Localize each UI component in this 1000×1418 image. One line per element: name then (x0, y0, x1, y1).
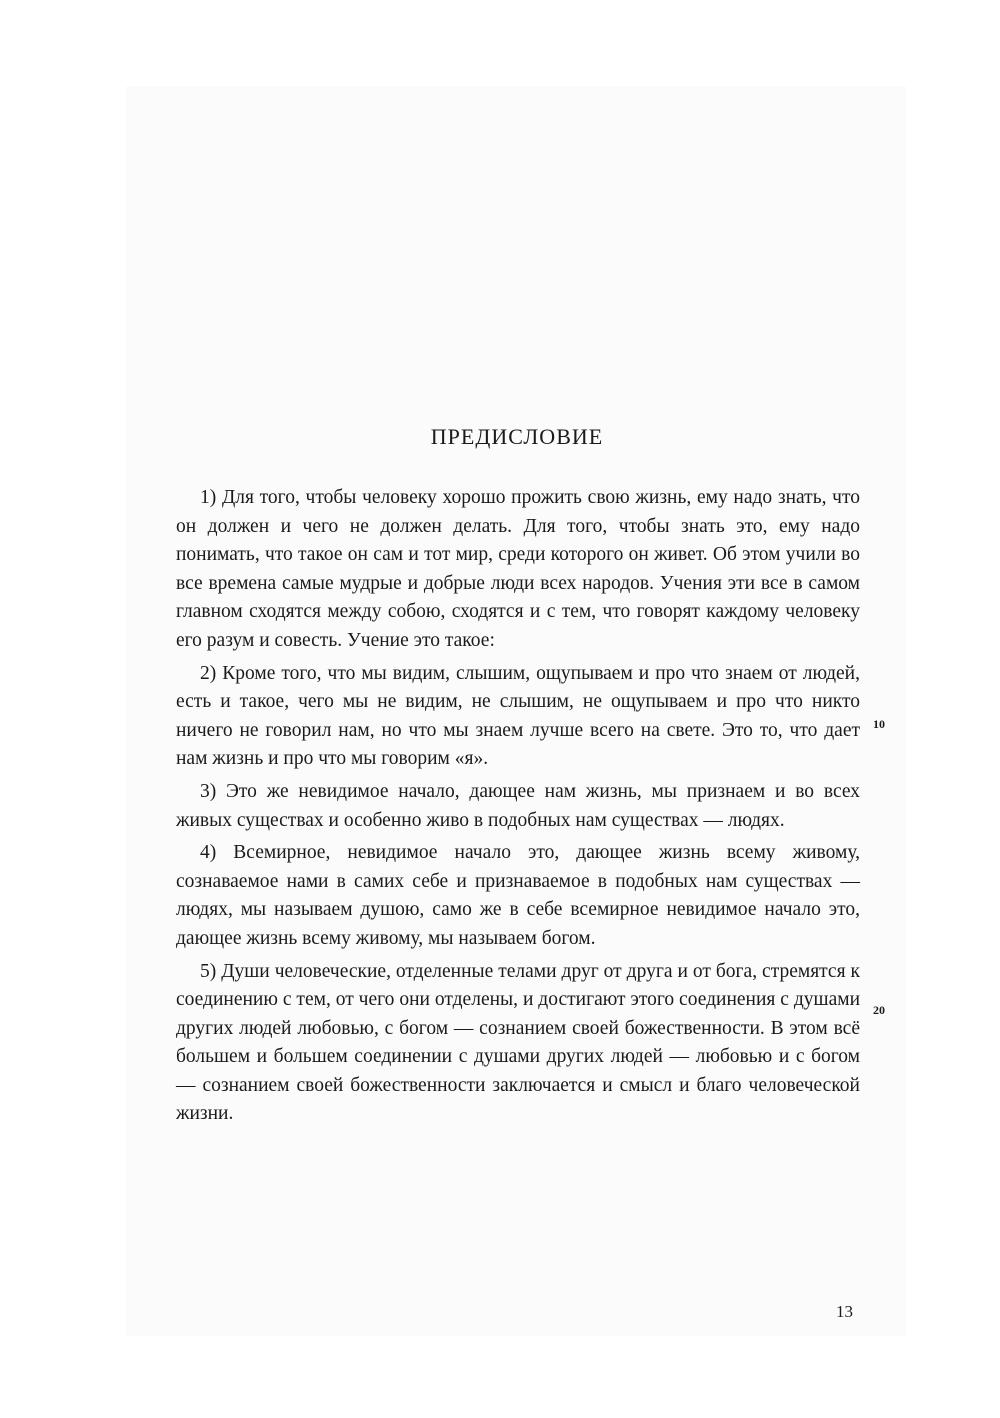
paragraph-1: 1) Для того, чтобы человеку хорошо прожить свою жизнь, ему надо знать, что он должен и чего не должен делать. Для того, чтобы знать это, ему надо понимать, что такое он сам и тот мир, среди которого он живет. Об этом учили во все времена самые мудрые и добрые люди всех народов. Учения эти все в самом главном сходятся между собою, сходятся и с тем, что говорят каждому человеку его разум и совесть. Учение это такое: (176, 487, 860, 651)
line-number-20: 20 (873, 1003, 885, 1017)
page-title: ПРЕДИСЛОВИЕ (430, 424, 604, 449)
paragraph-4: 4) Всемирное, невидимое начало это, дающее жизнь всему живому, сознаваемое нами в самих себе и признаваемое в подобных нам существах — людях, мы называем душою, само же в себе всемирное невидимое начало это, дающее жизнь всему живому, мы называем богом. (176, 842, 860, 949)
page-number: 13 (836, 1302, 853, 1321)
paragraph-5: 5) Души человеческие, отделенные телами друг от друга и от бога, стремятся к соединению с тем, от чего они отделены, и достигают этого соединения с душами других людей любовью, с богом — сознанием своей божественности. В этом всё большем и большем соединении с душами других людей — любовью и с богом — сознанием своей божественности заключается и смысл и благо человеческой жизни. (176, 960, 860, 1125)
paragraph-3: 3) Это же невидимое начало, дающее нам жизнь, мы признаем и во всех живых существах и особенно живо в подобных нам существах — людях. (176, 780, 860, 831)
body-text (176, 484, 860, 1129)
paragraph-2: 2) Кроме того, что мы видим, слышим, ощупываем и про что знаем от людей, есть и такое, чего мы не видим, не слышим, не ощупываем и про что никто ничего не говорил нам, но что мы знаем лучше всего на свете. Это то, что дает нам жизнь и про что мы говорим «я». (176, 662, 860, 770)
line-number-10: 10 (873, 717, 885, 731)
